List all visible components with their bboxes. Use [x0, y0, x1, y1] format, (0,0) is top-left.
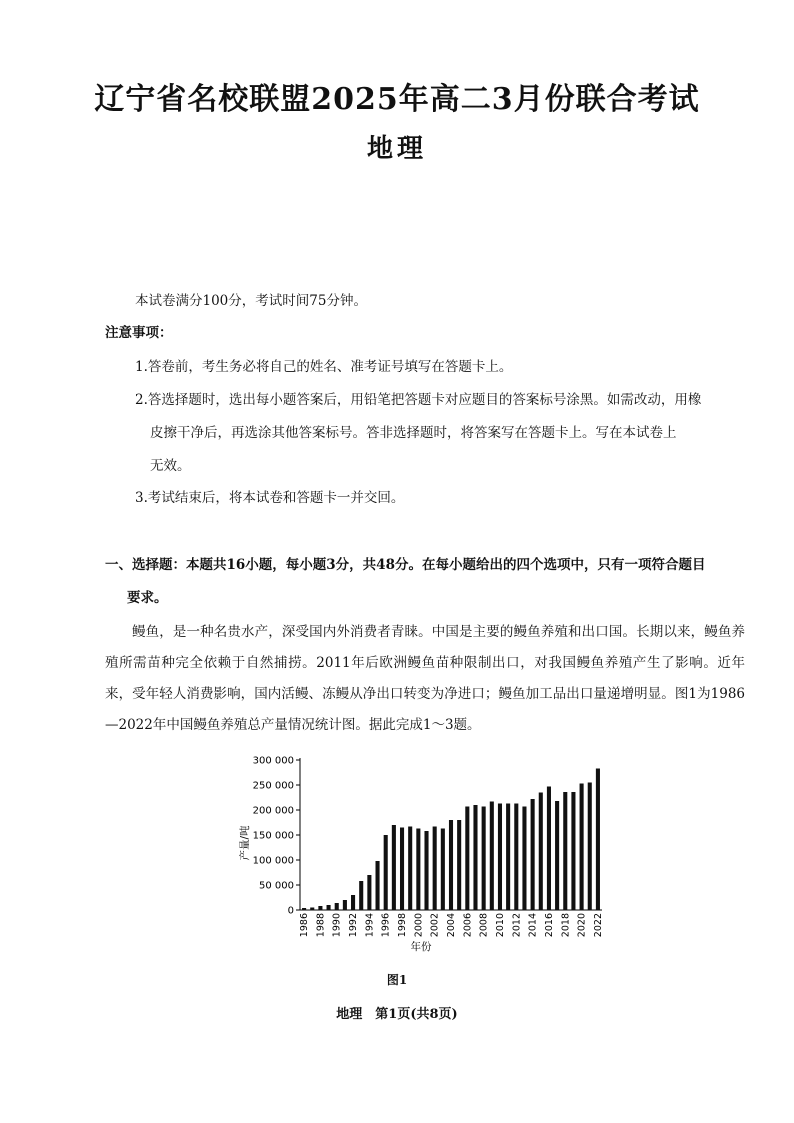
bar [416, 829, 420, 911]
bar [433, 827, 437, 911]
x-tick-label: 2018 [560, 913, 572, 938]
bar [514, 804, 518, 911]
x-tick-label: 2008 [478, 913, 490, 938]
bar [563, 792, 567, 910]
bar [596, 769, 600, 911]
y-tick-label: 250 000 [252, 780, 294, 792]
x-tick-label: 2012 [511, 913, 523, 938]
bar [473, 805, 477, 910]
x-tick-label: 2020 [576, 913, 588, 938]
bar [457, 820, 461, 910]
x-tick-label: 2004 [446, 913, 457, 938]
bar [506, 804, 510, 911]
eel-production-chart [230, 748, 630, 958]
subject-title: 地理 [366, 134, 427, 164]
bar [522, 807, 526, 911]
x-tick-label: 1992 [348, 913, 360, 938]
bar [367, 875, 371, 910]
section-heading-line-2: 要求。 [127, 590, 168, 606]
x-tick-label: 1994 [364, 913, 376, 938]
bar [449, 820, 453, 910]
x-tick-label: 1996 [380, 913, 392, 938]
score-line: 本试卷满分100分，考试时间75分钟。 [135, 293, 367, 309]
y-tick-label: 50 000 [259, 880, 294, 892]
x-tick-label: 2000 [413, 913, 425, 938]
y-tick-label: 200 000 [252, 805, 294, 817]
bar [384, 835, 388, 910]
bar [400, 828, 404, 911]
exam-title: 辽宁省名校联盟2025年高二3月份联合考试 [94, 82, 700, 117]
bar [490, 802, 494, 911]
bar [498, 804, 502, 911]
bar [310, 908, 314, 911]
bar [408, 827, 412, 911]
bar [376, 861, 380, 910]
notice-item-1: 1.答卷前，考生务必将自己的姓名、准考证号填写在答题卡上。 [135, 359, 513, 375]
bar [465, 807, 469, 911]
y-tick-label: 100 000 [252, 855, 294, 867]
bar [588, 783, 592, 911]
x-tick-label: 1998 [397, 913, 409, 938]
bar [318, 906, 322, 910]
bar [351, 895, 355, 910]
notice-heading: 注意事项： [105, 325, 173, 341]
chart-svg [230, 748, 630, 958]
bar [580, 784, 584, 911]
x-tick-label: 1990 [331, 913, 343, 938]
x-tick-label: 2002 [429, 913, 441, 938]
question-passage: 鳗鱼，是一种名贵水产，深受国内外消费者青睐。中国是主要的鳗鱼养殖和出口国。长期以来，鳗鱼养殖所需苗种完全依赖于自然捕捞。2011年后欧洲鳗鱼苗种限制出口，对我国鳗鱼养殖产生了影响。近年来，受年轻人消费影响，国内活鳗、冻鳗从净出口转变为净进口；鳗鱼加工品出口量递增明显。图1为1986—2022年中国鳗鱼养殖总产量情况统计图。据此完成1～3题。 [105, 624, 745, 733]
bar [441, 829, 445, 911]
x-tick-label: 2014 [527, 913, 539, 938]
notice-item-2-line-2: 皮擦干净后，再选涂其他答案标号。答非选择题时，将答案写在答题卡上。写在本试卷上 [150, 425, 677, 441]
bar [539, 793, 543, 911]
bar [327, 905, 331, 910]
figure-caption: 图1 [386, 973, 408, 987]
y-tick-label: 150 000 [252, 830, 294, 842]
x-tick-label: 1986 [299, 913, 311, 938]
x-tick-label: 2022 [592, 913, 604, 938]
y-tick-label: 0 [287, 905, 294, 917]
bar [343, 900, 347, 910]
bar [392, 825, 396, 910]
notice-item-2-line-1: 2.答选择题时，选出每小题答案后，用铅笔把答题卡对应题目的答案标号涂黑。如需改动，用橡 [135, 392, 702, 408]
x-axis-title: 年份 [410, 941, 432, 953]
x-tick-label: 2016 [543, 913, 555, 938]
bar [571, 792, 575, 910]
x-tick-label: 2006 [462, 913, 474, 938]
bar [555, 801, 559, 910]
bar [482, 807, 486, 911]
bar [359, 881, 363, 910]
page-footer: 地理 第1页(共8页) [336, 1007, 458, 1022]
bar [335, 903, 339, 910]
bar [302, 908, 306, 910]
x-tick-label: 1988 [315, 913, 327, 938]
notice-item-3: 3.考试结束后，将本试卷和答题卡一并交回。 [135, 490, 405, 506]
x-tick-label: 2010 [494, 913, 506, 938]
bar [531, 799, 535, 910]
bar [547, 787, 551, 911]
section-heading-line-1: 一、选择题：本题共16小题，每小题3分，共48分。在每小题给出的四个选项中，只有一项符合题目 [105, 557, 706, 573]
notice-item-2-line-3: 无效。 [150, 458, 191, 474]
y-tick-label: 300 000 [252, 755, 294, 767]
bar [424, 831, 428, 910]
y-axis-title: 产量/吨 [239, 825, 251, 861]
